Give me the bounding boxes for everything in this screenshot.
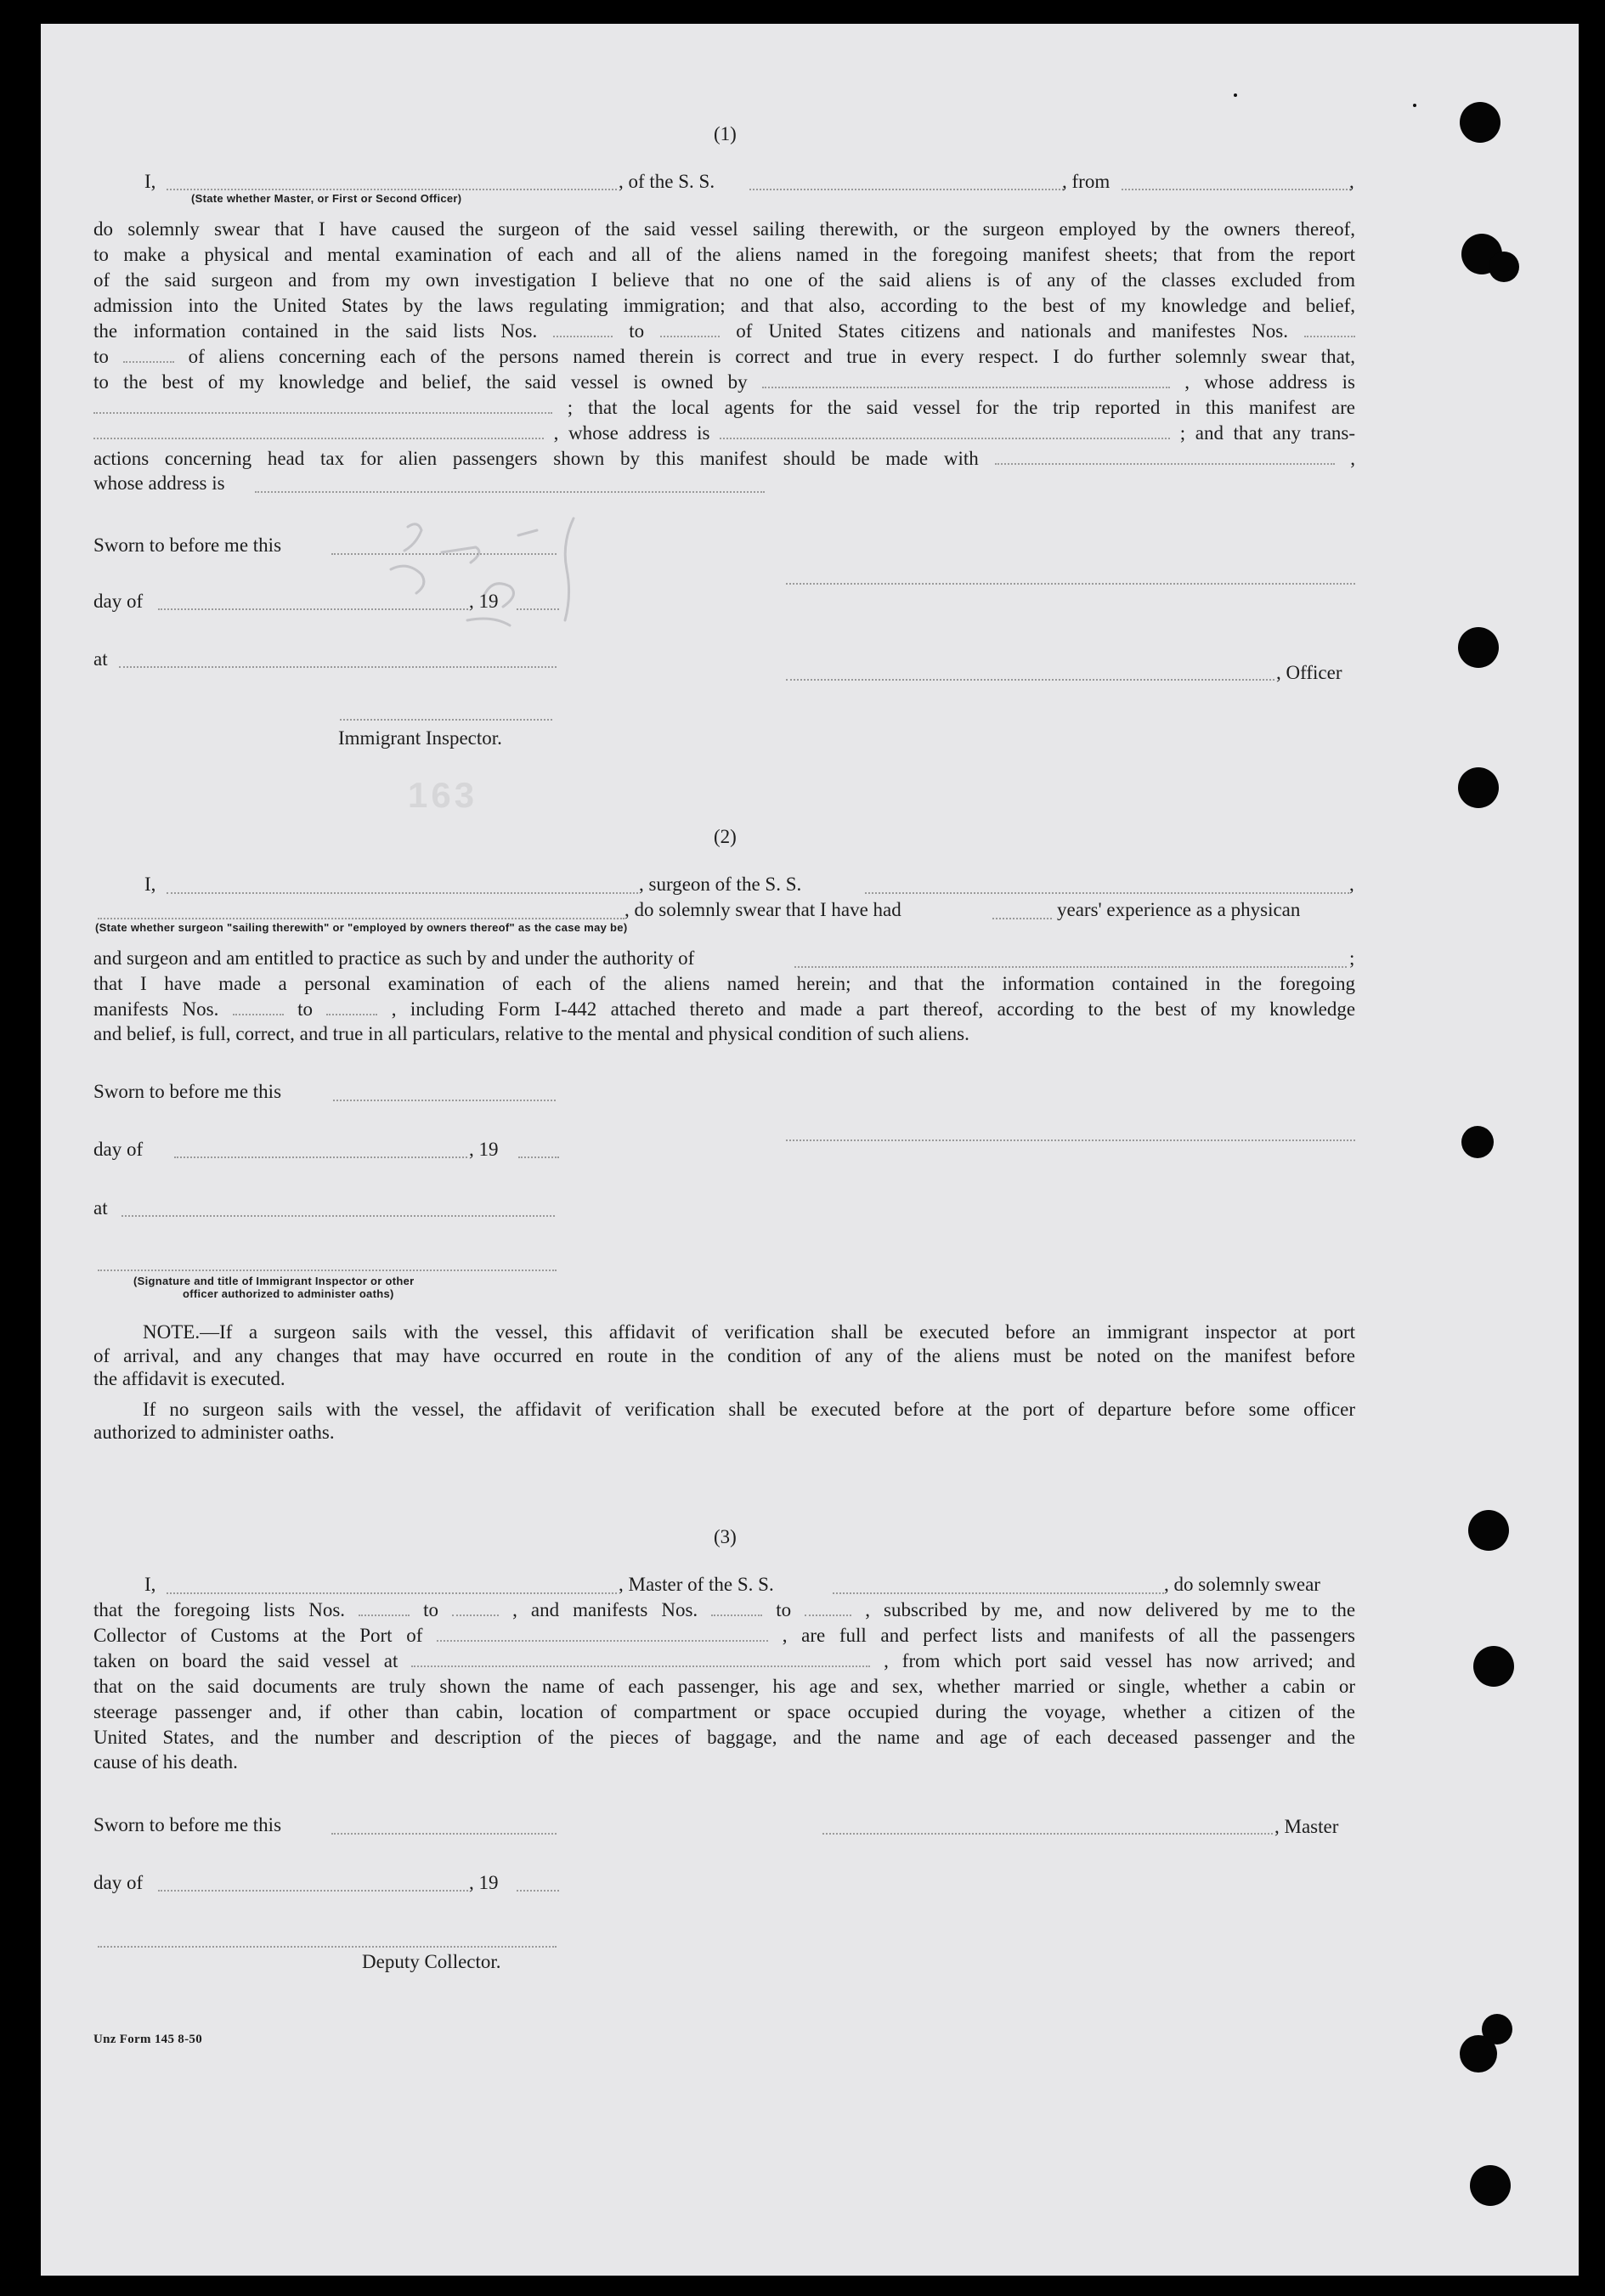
head-tax-text: actions concerning head tax for alien passengers shown by this manifest should be made with <box>93 448 979 469</box>
pencil-scribble <box>314 501 620 671</box>
master-oath-line: that on the said documents are truly shown the name of each passenger, his age and sex, whether married or single, whether a cabin or <box>93 1676 1355 1697</box>
officer-label: , Officer <box>1276 662 1342 683</box>
port-field[interactable] <box>437 1635 768 1642</box>
note-text: authorized to administer oaths. <box>93 1422 335 1443</box>
embark-port-field[interactable] <box>411 1660 870 1667</box>
punch-hole <box>1458 767 1499 808</box>
manifests-from-field[interactable] <box>1304 331 1355 337</box>
to-word: to <box>93 346 109 367</box>
to-word: to <box>423 1599 439 1620</box>
day-of-label: day of <box>93 1139 144 1160</box>
manifests-from-field[interactable] <box>711 1609 762 1616</box>
day-of-field[interactable] <box>158 608 468 610</box>
punch-hole <box>1461 1126 1494 1158</box>
lists-from-field[interactable] <box>553 331 613 337</box>
surgeon-manifest-from-field[interactable] <box>233 1009 284 1015</box>
surgeon-oath-line: and belief, is full, correct, and true in all particulars, relative to the mental and physical condition of such aliens. <box>93 1023 969 1044</box>
agent-address-field[interactable] <box>720 433 1170 439</box>
at-place-field[interactable] <box>122 1215 555 1217</box>
surgeon-signature-line[interactable] <box>786 1140 1355 1141</box>
sworn-date-field[interactable] <box>333 1100 556 1101</box>
day-of-field[interactable] <box>158 1890 468 1892</box>
officer-name-field[interactable] <box>167 189 617 190</box>
signature-title-note: officer authorized to administer oaths) <box>183 1287 394 1300</box>
lists-text: that the foregoing lists Nos. <box>93 1599 346 1620</box>
punch-hole <box>1458 627 1499 668</box>
punch-hole <box>1489 252 1519 282</box>
surgeon-status-note: (State whether surgeon "sailing therewith" or "employed by owners thereof" as the case may be) <box>95 921 628 934</box>
to-word: to <box>776 1599 792 1620</box>
lists-to-field[interactable] <box>452 1609 499 1616</box>
sworn-label: Sworn to before me this <box>93 1081 282 1102</box>
surgeon-of-ss-label: , surgeon of the S. S. <box>639 874 802 895</box>
surgeon-status-field[interactable] <box>98 918 624 919</box>
master-label: , Master <box>1274 1816 1339 1837</box>
affiant-i: I, <box>144 1574 156 1595</box>
local-agents-text: ; that the local agents for the said vessel for the trip reported in this manifest are <box>567 397 1356 418</box>
surgeon-vessel-field[interactable] <box>865 892 1349 894</box>
year-prefix: , 19 <box>469 1872 499 1893</box>
authority-label: and surgeon and am entitled to practice as such by and under the authority of <box>93 947 695 969</box>
surgeon-name-field[interactable] <box>167 892 638 894</box>
sworn-label: Sworn to before me this <box>93 534 282 556</box>
speck <box>1413 104 1416 107</box>
officer-signature-line-1[interactable] <box>786 583 1355 585</box>
of-ss-label: , of the S. S. <box>619 171 715 192</box>
lists-from-field[interactable] <box>359 1609 410 1616</box>
deputy-collector-label: Deputy Collector. <box>362 1951 501 1972</box>
solemnly-swear-label: , do solemnly swear <box>1164 1574 1320 1595</box>
note-text: the affidavit is executed. <box>93 1368 285 1389</box>
section-number: (1) <box>714 123 737 144</box>
section-number: (2) <box>714 826 737 847</box>
form-number: Unz Form 145 8-50 <box>93 2033 202 2046</box>
master-signature-line[interactable] <box>822 1833 1273 1835</box>
note-text: of arrival, and any changes that may have occurred en route in the condition of any of the aliens must be noted on the manifest before <box>93 1345 1355 1366</box>
surgeon-oath-line: that I have made a personal examination of each of the aliens named herein; and that the information contained in the foregoing <box>93 973 1355 994</box>
lists-text: the information contained in the said lists Nos. <box>93 320 538 342</box>
sworn-date-field[interactable] <box>331 553 557 555</box>
oath-line-agent-address <box>93 421 1355 446</box>
oath-line-agents <box>93 395 1355 421</box>
arrived-text: , from which port said vessel has now arrived; and <box>884 1650 1356 1671</box>
year-prefix: , 19 <box>469 591 499 612</box>
head-tax-party-field[interactable] <box>995 458 1335 465</box>
years-experience-text: years' experience as a physican <box>1057 899 1301 920</box>
inspector-signature-line[interactable] <box>98 1270 557 1271</box>
punch-hole <box>1473 1646 1514 1687</box>
master-vessel-field[interactable] <box>833 1592 1164 1594</box>
to-word: to <box>629 320 645 342</box>
subscribed-text: , subscribed by me, and now delivered by me to the <box>865 1599 1356 1620</box>
oath-line: do solemnly swear that I have caused the surgeon of the said vessel sailing therewith, or the surgeon employed by the owners thereof, <box>93 218 1355 240</box>
oath-line-lists <box>93 319 1355 344</box>
master-oath-line: cause of his death. <box>93 1751 238 1773</box>
sworn-label: Sworn to before me this <box>93 1814 282 1835</box>
master-oath-taken <box>93 1648 1355 1674</box>
master-oath-line: United States, and the number and description of the pieces of baggage, and the name and age of each deceased passenger and the <box>93 1727 1355 1748</box>
speck <box>1234 93 1237 97</box>
year-prefix: , 19 <box>469 1139 499 1160</box>
immigrant-inspector-label: Immigrant Inspector. <box>338 727 502 749</box>
manifests-text: manifests Nos. <box>93 998 219 1020</box>
at-place-field[interactable] <box>119 666 557 668</box>
from-port-field[interactable] <box>1122 189 1351 190</box>
agents-field[interactable] <box>93 433 544 439</box>
owner-field[interactable] <box>762 382 1170 388</box>
transactions-text: ; and that any trans- <box>1179 422 1356 444</box>
master-oath-port <box>93 1623 1355 1648</box>
manifests-to-field[interactable] <box>805 1609 851 1616</box>
collector-signature-line[interactable] <box>98 1946 557 1948</box>
signature-title-note: (Signature and title of Immigrant Inspector or other <box>133 1275 415 1287</box>
punch-hole <box>1460 2035 1497 2073</box>
vessel-name-field[interactable] <box>749 189 1064 190</box>
affiant-i: I, <box>144 874 156 895</box>
year-field[interactable] <box>517 1890 559 1892</box>
full-perfect-text: , are full and perfect lists and manifests of all the passengers <box>782 1625 1356 1646</box>
authority-field[interactable] <box>794 966 1347 968</box>
whose-address-text: , whose address is <box>553 422 710 444</box>
oath-line-head-tax <box>93 446 1355 472</box>
punch-hole <box>1460 102 1500 143</box>
head-tax-address-field[interactable] <box>255 491 765 493</box>
faint-stamp-number: 163 <box>408 775 478 815</box>
comma: , <box>1349 874 1354 895</box>
master-of-ss-label: , Master of the S. S. <box>619 1574 774 1595</box>
lists-to-field[interactable] <box>660 331 720 337</box>
whose-address-text: , whose address is <box>1184 371 1355 393</box>
punch-hole <box>1470 2165 1511 2206</box>
manifests-text: , and manifests Nos. <box>512 1599 698 1620</box>
oath-line: to make a physical and mental examination of each and all of the aliens named in the foregoing manifest sheets; that from the report <box>93 244 1355 265</box>
years-experience-field[interactable] <box>992 918 1052 919</box>
aliens-text: of aliens concerning each of the persons named therein is correct and true in every respect. I do further solemnly swear that, <box>188 346 1356 367</box>
officer-rank-note: (State whether Master, or First or Second Officer) <box>191 192 462 205</box>
swear-experience-label: , do solemnly swear that I have had <box>624 899 901 920</box>
note-text: NOTE.—If a surgeon sails with the vessel, this affidavit of verification shall be executed before an immigrant inspector at port <box>143 1321 1355 1343</box>
at-label: at <box>93 648 108 670</box>
comma: , <box>1349 171 1354 192</box>
collector-text: Collector of Customs at the Port of <box>93 1625 423 1646</box>
form-i442-text: , including Form I-442 attached thereto and made a part thereof, according to the best of my knowledge <box>391 998 1356 1020</box>
punch-hole <box>1468 1510 1509 1551</box>
affiant-i: I, <box>144 171 156 192</box>
owner-address-field[interactable] <box>93 407 552 414</box>
master-oath-line: steerage passenger and, if other than cabin, location of compartment or space occupied during the voyage, whether a citizen of the <box>93 1701 1355 1722</box>
owned-by-text: to the best of my knowledge and belief, the said vessel is owned by <box>93 371 748 393</box>
at-label: at <box>93 1197 108 1219</box>
oath-line: admission into the United States by the laws regulating immigration; and that also, according to the best of my knowledge and belief, <box>93 295 1355 316</box>
oath-line-owner <box>93 370 1355 395</box>
semicolon: ; <box>1349 947 1355 969</box>
master-oath-lists <box>93 1598 1355 1623</box>
taken-on-board-text: taken on board the said vessel at <box>93 1650 398 1671</box>
year-field[interactable] <box>517 608 559 610</box>
oath-line: of the said surgeon and from my own investigation I believe that no one of the said aliens is of any of the classes excluded from <box>93 269 1355 291</box>
section-number: (3) <box>714 1526 737 1547</box>
surgeon-manifest-to-field[interactable] <box>326 1009 377 1015</box>
day-of-label: day of <box>93 591 144 612</box>
from-label: , from <box>1062 171 1111 192</box>
day-of-field[interactable] <box>174 1156 467 1158</box>
to-word: to <box>297 998 314 1020</box>
oath-line-aliens <box>93 344 1355 370</box>
manifests-to-field[interactable] <box>123 356 174 363</box>
whose-address-label: whose address is <box>93 472 225 494</box>
year-field[interactable] <box>518 1156 559 1158</box>
inspector-signature-line[interactable] <box>340 719 552 721</box>
officer-signature-line-2[interactable] <box>786 679 1274 681</box>
citizens-text: of United States citizens and nationals and manifestes Nos. <box>736 320 1288 342</box>
surgeon-oath-manifests <box>93 997 1355 1022</box>
day-of-label: day of <box>93 1872 144 1893</box>
sworn-date-field[interactable] <box>331 1833 557 1835</box>
master-name-field[interactable] <box>167 1592 617 1594</box>
note-text: If no surgeon sails with the vessel, the affidavit of verification shall be executed before at the port of departure before some officer <box>143 1399 1355 1420</box>
comma: , <box>1350 448 1356 469</box>
